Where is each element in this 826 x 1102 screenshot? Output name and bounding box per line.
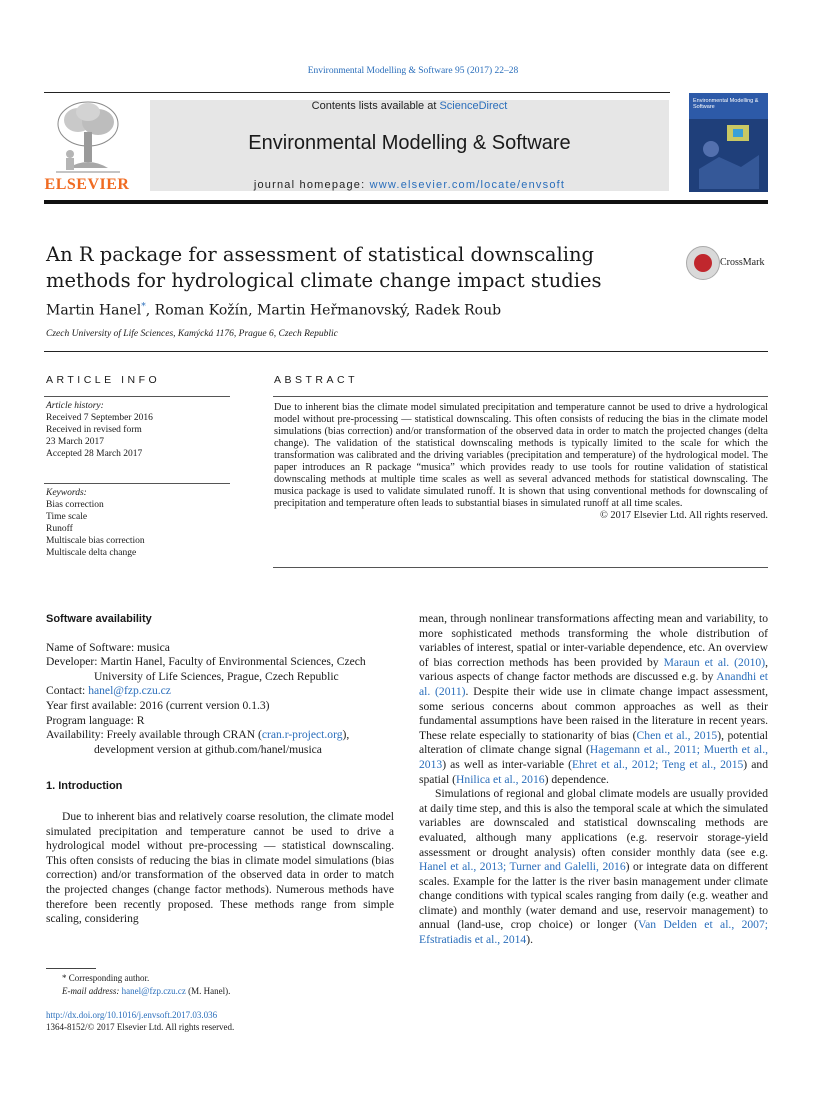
article-history <box>46 400 153 460</box>
cover-title: Environmental Modelling & Software <box>693 98 759 110</box>
crossmark-label: CrossMark <box>720 257 765 268</box>
citation-link[interactable]: Ehret et al., 2012; Teng et al., 2015 <box>571 757 744 771</box>
software-language: Program language: R <box>46 713 145 727</box>
article-info-rule <box>44 396 230 397</box>
citation-link[interactable]: Anandhi et al. (2011) <box>419 670 768 698</box>
body-paragraph: mean, through nonlinear transformations affecting mean and variability, to more sophisticated methods transforming the whole distribution of variables of interest, spatial or inter-variable dependence, etc. An overview of bias correction methods has been provided by Maraun et al. (2010), various aspects of change factor methods are discussed e.g. by Anandhi et al. (2011). Despite their wide use in climate change impact assessment, some serious concerns about common approaches as well as their fundamental assumptions have been raised in the literature in recent years. These relate especially to stationarity of bias (Chen et al., 2015), potential alteration of climate change signal (Hagemann et al., 2011; Muerth et al., 2013) as well as inter-variable (Ehret et al., 2012; Teng et al., 2015) and spatial (Hnilica et al., 2016) dependence. <box>419 612 769 786</box>
abstract-heading: ABSTRACT <box>274 374 359 386</box>
history-item: Received 7 September 2016 <box>46 413 153 423</box>
elsevier-logo <box>44 98 130 194</box>
abstract-bottom-rule <box>273 567 768 568</box>
introduction-heading: 1. Introduction <box>46 780 123 793</box>
affiliation: Czech University of Life Sciences, Kamýcká 1176, Prague 6, Czech Republic <box>46 329 338 339</box>
keyword-item: Bias correction <box>46 500 104 510</box>
body-paragraph: Simulations of regional and global climate models are usually provided at daily time step, and this is also the temporal scale at which the simulated variables are downscaled and statistical downscaling methods are evaluated, although many applications (e.g. reservoir storage-yield assessment or drought analysis) often consider monthly data (see e.g. Hanel et al., 2013; Turner and Galelli, 2016) or integrate data on different scales. Example for the latter is the river basin management under climate change conditions with typical scales ranging from daily (e.g. weather and climate) and monthly (water demand and use, reservoir management) to annual (land-use, crop choice) or longer (Van Delden et al., 2007; Efstratiadis et al., 2014). <box>419 787 768 947</box>
introduction-paragraph: Due to inherent bias and relatively coarse resolution, the climate model simulated precipitation and temperature cannot be used to drive a hydrological model without pre-processing — statistical downscaling. This often consists of reducing the bias in climate model simulations (bias correction) and/or transformation of the observed data in order to match the projected changes (change factor methods). Numerous methods have therefore been recently proposed. These methods range from simple scaling, considering <box>46 809 394 926</box>
abstract-body: Due to inherent bias the climate model simulated precipitation and temperature cannot be used to drive a hydrological model without pre-processing — statistical downscaling. This often consists of reducing the bias in the climate model simulations (bias correction) and/or transformation of the observed data in order to match the projected changes (delta change). The validation of the statistical downscaling methods is typically limited to the scale for which the transformation was calibrated and the driving variables (precipitation and temperature) of the hydrological model. The paper introduces an R package “musica” which provides ready to use tools for routine validation of statistical downscaling methods at multiple time scales as well as several advanced methods for statistical downscaling. The musica package is used to validate simulated runoff. It is shown that using conventional methods for downscaling of precipitation and temperature often leads to substantial biases in simulated runoff at all time scales. <box>274 402 768 509</box>
corresponding-author-marker[interactable]: * <box>141 302 146 312</box>
software-year: Year first available: 2016 (current version 0.1.3) <box>46 698 270 712</box>
footnote-text: Corresponding author. <box>68 973 150 983</box>
software-developer: Developer: Martin Hanel, Faculty of Environmental Sciences, Czech University of Life Sciences, Prague, Czech Republic <box>46 655 366 683</box>
keywords-rule <box>44 483 230 484</box>
citation-link[interactable]: Van Delden et al., 2007; Efstratiadis et al., 2014 <box>419 918 768 947</box>
crossmark-icon <box>686 246 720 280</box>
footnote-email-link[interactable]: hanel@fzp.czu.cz <box>121 985 186 996</box>
abstract-rule <box>273 396 768 397</box>
abstract-copyright: © 2017 Elsevier Ltd. All rights reserved. <box>600 510 768 521</box>
journal-header-box <box>150 100 669 191</box>
citation-link[interactable]: Hnilica et al., 2016 <box>456 772 545 786</box>
contact-email-link[interactable]: hanel@fzp.czu.cz <box>88 684 171 698</box>
software-availability: Availability: Freely available through CRAN (cran.r-project.org), development version at github.com/hanel/musica <box>46 728 350 756</box>
history-item: Accepted 28 March 2017 <box>46 449 143 459</box>
homepage-link[interactable]: www.elsevier.com/locate/envsoft <box>369 179 566 191</box>
footnote: * Corresponding author. E-mail address: hanel@fzp.czu.cz (M. Hanel). <box>62 973 231 996</box>
keyword-item: Multiscale bias correction <box>46 536 145 546</box>
journal-citation-link[interactable]: Environmental Modelling & Software 95 (2017) 22–28 <box>307 66 519 76</box>
footnote-marker: * <box>62 973 67 983</box>
citation-link[interactable]: Chen et al., 2015 <box>636 728 718 742</box>
software-name: Name of Software: musica <box>46 640 170 654</box>
history-heading: Article history: <box>46 401 104 411</box>
other-authors: , Roman Kožín, Martin Heřmanovský, Radek Roub <box>145 302 502 319</box>
journal-cover-image <box>689 93 768 192</box>
cran-link[interactable]: cran.r-project.org <box>261 728 343 742</box>
header-thick-rule <box>44 200 768 204</box>
homepage-line: journal homepage: www.elsevier.com/locate/envsoft <box>253 179 566 191</box>
citation-link[interactable]: Hagemann et al., 2011; Muerth et al., 2013 <box>419 743 768 771</box>
keyword-item: Runoff <box>46 524 73 534</box>
article-title: An R package for assessment of statistical downscaling methods for hydrological climate change impact studies <box>46 243 602 292</box>
publisher-wordmark: ELSEVIER <box>44 176 130 193</box>
title-block-rule <box>44 351 768 352</box>
abstract-text <box>274 402 768 522</box>
history-item: Received in revised form <box>46 425 142 435</box>
elsevier-tree-icon <box>48 98 126 176</box>
software-availability-heading: Software availability <box>46 613 152 625</box>
citation-link[interactable]: Maraun et al. (2010) <box>663 655 766 669</box>
journal-title: Environmental Modelling & Software <box>248 132 571 154</box>
keywords <box>46 487 145 559</box>
keyword-item: Time scale <box>46 512 88 522</box>
software-contact: Contact: hanel@fzp.czu.cz <box>46 684 171 698</box>
doi-link[interactable]: http://dx.doi.org/10.1016/j.envsoft.2017.03.036 <box>46 1010 218 1020</box>
contents-line: Contents lists available at ScienceDirect <box>311 100 508 112</box>
article-info-heading: ARTICLE INFO <box>46 374 161 386</box>
history-item: 23 March 2017 <box>46 437 105 447</box>
crossmark-button[interactable] <box>686 246 776 280</box>
header-rule <box>44 92 670 93</box>
author-list <box>46 302 501 319</box>
right-column <box>419 612 768 948</box>
keywords-heading: Keywords: <box>46 488 87 498</box>
issn-line: 1364-8152/© 2017 Elsevier Ltd. All rights reserved. <box>46 1021 235 1032</box>
sciencedirect-link[interactable]: ScienceDirect <box>439 100 508 112</box>
keyword-item: Multiscale delta change <box>46 548 137 558</box>
author-name: Martin Hanel <box>46 302 142 319</box>
footnote-rule <box>46 968 96 969</box>
citation-link[interactable]: Hanel et al., 2013; Turner and Galelli, 2016 <box>419 860 626 874</box>
doi-block <box>46 1010 234 1033</box>
left-column <box>46 612 394 927</box>
